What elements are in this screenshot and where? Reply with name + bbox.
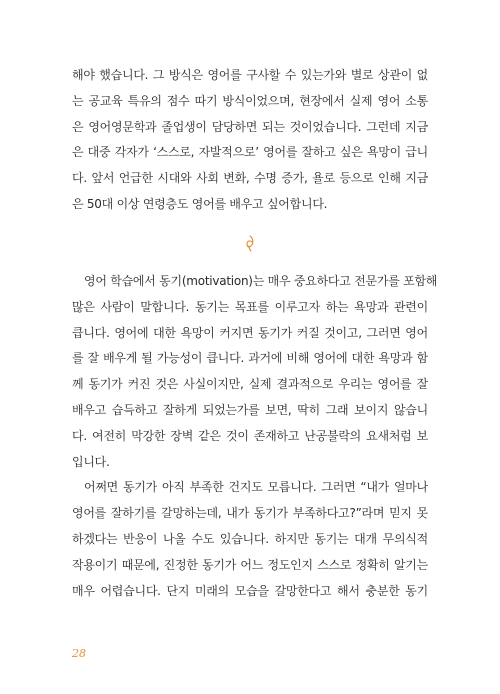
text-line: 해야 했습니다. 그 방식은 영어를 구사할 수 있는가와 별로 상관이 없 [72,68,428,82]
text-line: 는 공교육 특유의 점수 따기 방식이었으며, 현장에서 실제 영어 소통 [72,93,428,108]
paragraph-2-3 [72,269,438,604]
text-line: 영어 학습에서 동기(motivation)는 매우 중요하다고 전문가를 포함해 [84,274,438,288]
text-line: 께 동기가 커진 것은 사실이지만, 실제 결과적으로 우리는 영어를 잘 [72,377,428,392]
text-line: 배우고 습득하고 잘하게 되었는가를 보면, 딱히 그래 보이지 않습니 [72,402,428,417]
text-line: 어쩌면 동기가 아직 부족한 건지도 모릅니다. 그러면 “내가 얼마나 [84,480,428,495]
text-line: 를 잘 배우게 될 가능성이 큽니다. 과거에 비해 영어에 대한 욕망과 함 [72,351,428,366]
text-line: 은 대중 각자가 ‘스스로, 자발적으로’ 영어를 잘하고 싶은 욕망이 급니 [72,145,428,160]
text-line: 많은 사람이 말합니다. 동기는 목표를 이루고자 하는 욕망과 관련이 [72,299,428,314]
text-line: 입니다. [72,454,110,469]
text-line: 다. 여전히 막강한 장벽 같은 것이 존재하고 난공불락의 요새처럼 보 [72,428,428,443]
text-line: 큽니다. 영어에 대한 욕망이 커지면 동기가 커질 것이고, 그러면 영어 [72,325,428,340]
text-line: 은 영어영문학과 졸업생이 담당하면 되는 것이었습니다. 그런데 지금 [72,119,428,134]
text-line: 작용이기 때문에, 진정한 동기가 어느 정도인지 스스로 정확히 알기는 [72,557,428,572]
text-line: 은 50대 이상 연령층도 영어를 배우고 싶어합니다. [72,196,328,211]
page-number: 28 [72,647,86,660]
text-line: 매우 어렵습니다. 단지 미래의 모습을 갈망한다고 해서 충분한 동기 [72,583,428,598]
paragraph-1 [72,63,428,218]
text-line: 하겠다는 반응이 나올 수도 있습니다. 하지만 동기는 대개 무의식적 [72,531,428,546]
text-line: 영어를 잘하기를 갈망하는데, 내가 동기가 부족하다고?”라며 믿지 못 [72,506,428,521]
leaf-ornament-icon [243,234,257,252]
text-line: 다. 앞서 언급한 시대와 사회 변화, 수명 증가, 욜로 등으로 인해 지금 [72,171,428,186]
